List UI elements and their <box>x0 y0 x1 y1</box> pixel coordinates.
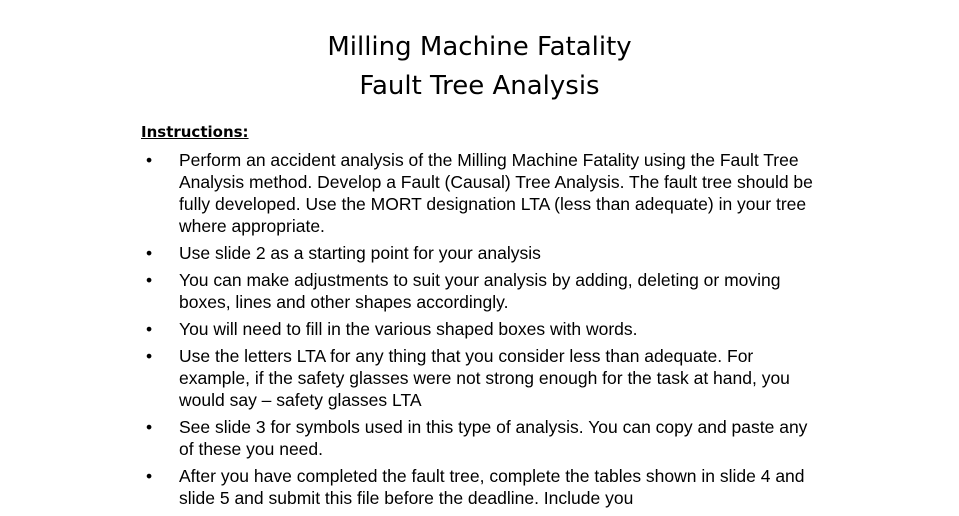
bullet-icon: • <box>146 466 153 486</box>
bullet-icon: • <box>146 150 153 170</box>
title-line-2: Fault Tree Analysis <box>359 71 600 101</box>
list-item-text: See slide 3 for symbols used in this type of analysis. You can copy and paste any of these you need. <box>179 417 808 459</box>
list-item-text: Use the letters LTA for any thing that you consider less than adequate. For example, if the safety glasses were not strong enough for the task at hand, you would say – safety glasses LTA <box>179 346 790 410</box>
bullet-icon: • <box>146 270 153 290</box>
list-item <box>141 345 821 411</box>
list-item-text: Use slide 2 as a starting point for your analysis <box>179 243 541 263</box>
bullet-icon: • <box>146 346 153 366</box>
bullet-icon: • <box>146 319 153 339</box>
bullet-icon: • <box>146 243 153 263</box>
page-title <box>0 28 959 106</box>
list-item <box>141 149 821 237</box>
list-item <box>141 269 821 313</box>
list-item <box>141 465 821 509</box>
list-item-text: After you have completed the fault tree, complete the tables shown in slide 4 and slide 5 and submit this file before the deadline. Include you <box>179 466 805 508</box>
title-line-1: Milling Machine Fatality <box>327 32 632 62</box>
list-item-text: Perform an accident analysis of the Milling Machine Fatality using the Fault Tree Analysis method. Develop a Fault (Causal) Tree Analysis. The fault tree should be fully developed. Use the MORT designation LTA (less than adequate) in your tree where appropriate. <box>179 150 813 236</box>
instructions-list <box>141 149 821 514</box>
bullet-icon: • <box>146 417 153 437</box>
list-item <box>141 242 821 264</box>
instructions-heading: Instructions: <box>141 123 249 141</box>
list-item-text: You will need to fill in the various shaped boxes with words. <box>179 319 638 339</box>
list-item-text: You can make adjustments to suit your analysis by adding, deleting or moving boxes, lines and other shapes accordingly. <box>179 270 781 312</box>
list-item <box>141 416 821 460</box>
list-item <box>141 318 821 340</box>
